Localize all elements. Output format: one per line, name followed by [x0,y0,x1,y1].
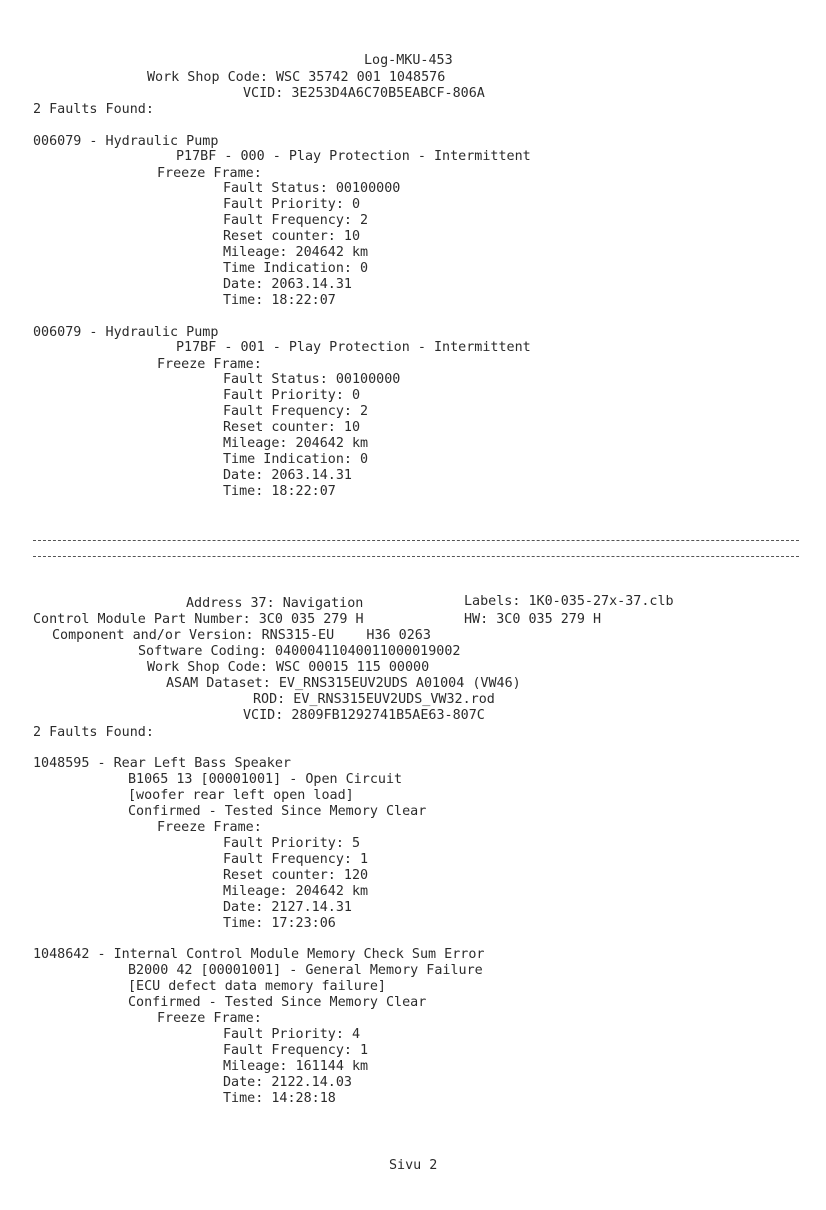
module-vcid: VCID: 2809FB1292741B5AE63-807C [243,708,485,723]
separator-line [33,540,799,541]
mileage: Mileage: 161144 km [223,1059,369,1074]
date: Date: 2063.14.31 [223,277,352,292]
mileage: Mileage: 204642 km [223,884,369,899]
freeze-frame-label: Freeze Frame: [157,820,262,835]
fault-frequency: Fault Frequency: 2 [223,213,369,228]
log-title: Log-MKU-453 [364,53,453,68]
fault-code: B1065 13 [00001001] - Open Circuit [128,772,403,787]
time: Time: 14:28:18 [223,1091,336,1106]
time: Time: 17:23:06 [223,916,336,931]
module-asam-dataset: ASAM Dataset: EV_RNS315EUV2UDS A01004 (VW46) [166,676,521,691]
module-part-number: Control Module Part Number: 3C0 035 279 H [33,612,364,627]
module-workshop-code: Work Shop Code: WSC 00015 115 00000 [147,660,430,675]
fault-title: 006079 - Hydraulic Pump [33,325,219,340]
time: Time: 18:22:07 [223,484,336,499]
fault-priority: Fault Priority: 4 [223,1027,361,1042]
fault-frequency: Fault Frequency: 1 [223,1043,369,1058]
reset-counter: Reset counter: 10 [223,229,361,244]
time-indication: Time Indication: 0 [223,261,369,276]
separator-line [33,556,799,557]
fault-title: 1048642 - Internal Control Module Memory Check Sum Error [33,947,485,962]
header-vcid: VCID: 3E253D4A6C70B5EABCF-806A [243,86,485,101]
fault-title: 006079 - Hydraulic Pump [33,134,219,149]
time: Time: 18:22:07 [223,293,336,308]
fault-note: [woofer rear left open load] [128,788,354,803]
faults-found-count: 2 Faults Found: [33,725,154,740]
freeze-frame-label: Freeze Frame: [157,357,262,372]
module-address: Address 37: Navigation [186,596,364,611]
fault-code: P17BF - 000 - Play Protection - Intermittent [176,149,531,164]
fault-status: Fault Status: 00100000 [223,372,401,387]
fault-priority: Fault Priority: 0 [223,388,361,403]
module-labels: Labels: 1K0-035-27x-37.clb [464,594,674,609]
fault-frequency: Fault Frequency: 2 [223,404,369,419]
fault-code: P17BF - 001 - Play Protection - Intermittent [176,340,531,355]
fault-title: 1048595 - Rear Left Bass Speaker [33,756,291,771]
faults-found-count: 2 Faults Found: [33,102,154,117]
fault-priority: Fault Priority: 0 [223,197,361,212]
module-rod: ROD: EV_RNS315EUV2UDS_VW32.rod [253,692,495,707]
fault-confirmed: Confirmed - Tested Since Memory Clear [128,804,427,819]
reset-counter: Reset counter: 120 [223,868,369,883]
freeze-frame-label: Freeze Frame: [157,166,262,181]
header-workshop-code: Work Shop Code: WSC 35742 001 1048576 [147,70,446,85]
mileage: Mileage: 204642 km [223,245,369,260]
mileage: Mileage: 204642 km [223,436,369,451]
module-software-coding: Software Coding: 04000411040011000019002 [138,644,461,659]
reset-counter: Reset counter: 10 [223,420,361,435]
fault-code: B2000 42 [00001001] - General Memory Failure [128,963,483,978]
fault-priority: Fault Priority: 5 [223,836,361,851]
date: Date: 2127.14.31 [223,900,352,915]
date: Date: 2122.14.03 [223,1075,352,1090]
fault-confirmed: Confirmed - Tested Since Memory Clear [128,995,427,1010]
freeze-frame-label: Freeze Frame: [157,1011,262,1026]
date: Date: 2063.14.31 [223,468,352,483]
fault-note: [ECU defect data memory failure] [128,979,386,994]
page-number: Sivu 2 [389,1158,438,1173]
module-hw: HW: 3C0 035 279 H [464,612,602,627]
time-indication: Time Indication: 0 [223,452,369,467]
fault-status: Fault Status: 00100000 [223,181,401,196]
fault-frequency: Fault Frequency: 1 [223,852,369,867]
module-component-version: Component and/or Version: RNS315-EU H36 0263 [52,628,431,643]
